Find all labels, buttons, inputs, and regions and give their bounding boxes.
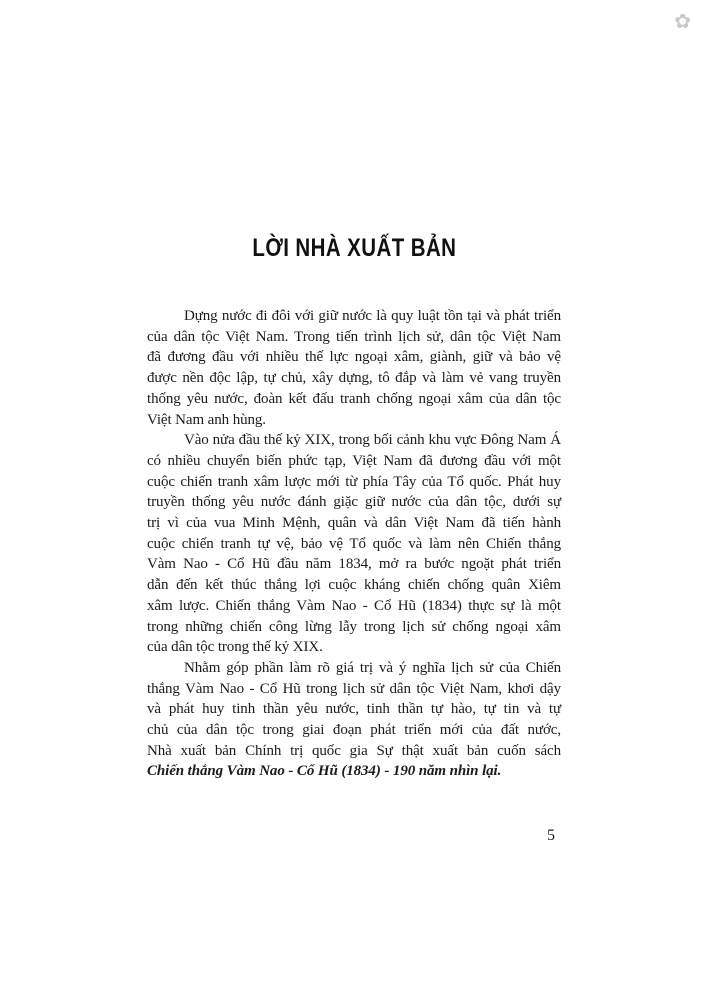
text-line: dẫn đến kết thúc thắng lợi cuộc kháng chiến chống quân Xiêm [147,577,561,594]
text-line: trị vì của vua Minh Mệnh, quân và dân Việt Nam đã tiến hành [147,515,561,532]
book-title-emphasis-line: Chiến thắng Vàm Nao - Cổ Hũ (1834) - 190 năm nhìn lại. [147,763,502,780]
text-line: Vàm Nao - Cổ Hũ đầu năm 1834, mở ra bước ngoặt phát triển [147,556,561,573]
text-line: và phát huy tinh thần yêu nước, tinh thần tự hào, tự tin và tự [147,701,561,718]
text-line: trong những chiến công lừng lẫy trong lịch sử chống ngoại xâm [147,618,561,635]
text-line: Vào nửa đầu thế kỷ XIX, trong bối cảnh khu vực Đông Nam Á [184,432,561,449]
text-line: Nhằm góp phần làm rõ giá trị và ý nghĩa lịch sử của Chiến [184,659,561,676]
page-number: 5 [547,827,555,844]
text-line: được nền độc lập, tự chủ, xây dựng, tô đắp và làm vẻ vang truyền [147,370,561,387]
text-line: xâm lược. Chiến thắng Vàm Nao - Cổ Hũ (1834) thực sự là một [147,597,561,614]
text-line: có nhiều chuyển biến phức tạp, Việt Nam đã đương đầu với một [147,452,561,469]
text-line: thắng Vàm Nao - Cổ Hũ trong lịch sử dân tộc Việt Nam, khơi dậy [147,680,561,697]
text-line: của dân tộc Việt Nam. Trong tiến trình lịch sử, dân tộc Việt Nam [147,328,561,345]
text-line: Việt Nam anh hùng. [147,411,266,428]
text-line: của dân tộc trong thế kỷ XIX. [147,639,323,656]
text-line: đã đương đầu với nhiều thế lực ngoại xâm, giành, giữ và bảo vệ [147,349,561,366]
text-line: Nhà xuất bản Chính trị quốc gia Sự thật xuất bản cuốn sách [147,742,561,759]
text-line: cuộc chiến tranh tự vệ, bảo vệ Tổ quốc và làm nên Chiến thắng [147,535,561,552]
text-line: truyền thống yêu nước đánh giặc giữ nước của dân tộc, dưới sự [147,494,561,511]
flower-ornament-icon: ✿ [674,11,691,33]
page-title-text: LỜI NHÀ XUẤT BẢN [251,234,456,262]
text-line: thống yêu nước, đoàn kết đấu tranh chống ngoại xâm của dân tộc [147,390,561,407]
body-text [147,306,561,782]
text-line: cuộc chiến tranh xâm lược mới từ phía Tây của Tổ quốc. Phát huy [147,473,561,490]
text-line: Dựng nước đi đôi với giữ nước là quy luật tồn tại và phát triển [184,308,561,324]
page-title [147,233,561,263]
text-line: chủ của dân tộc trong giai đoạn phát triển mới của đất nước, [147,722,561,739]
